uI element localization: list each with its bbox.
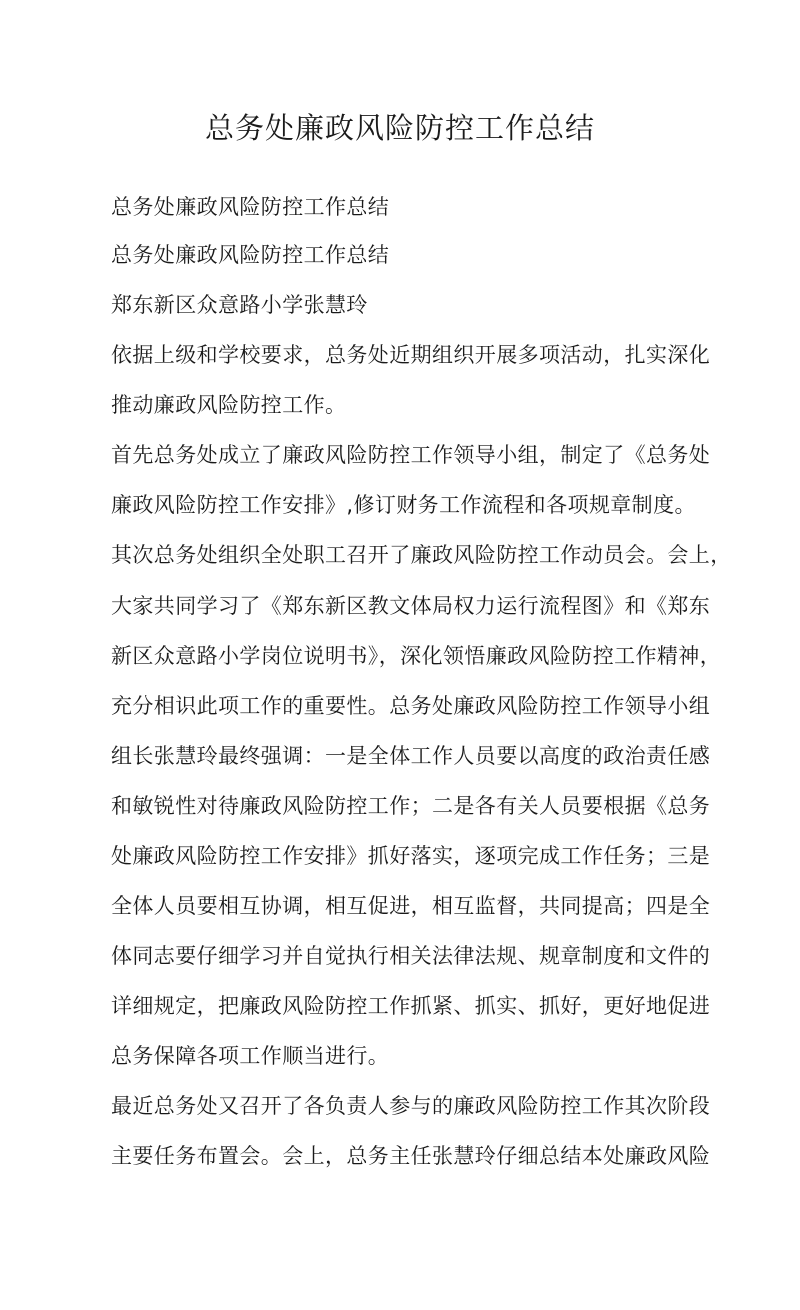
author-line: 郑东新区众意路小学张慧玲 xyxy=(111,293,368,317)
body-text-line: 首先总务处成立了廉政风险防控工作领导小组，制定了《总务处 xyxy=(111,443,711,467)
body-text-line: 廉政风险防控工作安排》,修订财务工作流程和各项规章制度。 xyxy=(111,493,696,517)
body-text-line: 大家共同学习了《郑东新区教文体局权力运行流程图》和《郑东 xyxy=(111,594,711,618)
body-text-line: 组长张慧玲最终强调：一是全体工作人员要以高度的政治责任感 xyxy=(111,744,711,768)
body-text-line: 处廉政风险防控工作安排》抓好落实，逐项完成工作任务；三是 xyxy=(111,844,711,868)
document-title: 总务处廉政风险防控工作总结 xyxy=(204,111,595,145)
body-text-line: 全体人员要相互协调，相互促进，相互监督，共同提高；四是全 xyxy=(111,894,711,918)
body-text-line: 详细规定，把廉政风险防控工作抓紧、抓实、抓好，更好地促进 xyxy=(111,994,711,1018)
body-text-line: 主要任务布置会。会上，总务主任张慧玲仔细总结本处廉政风险 xyxy=(111,1144,711,1168)
body-text-line: 充分相识此项工作的重要性。总务处廉政风险防控工作领导小组 xyxy=(111,694,711,718)
heading-line: 总务处廉政风险防控工作总结 xyxy=(111,243,390,267)
body-text-line: 总务保障各项工作顺当进行。 xyxy=(111,1044,390,1068)
body-text-line: 依据上级和学校要求，总务处近期组织开展多项活动，扎实深化 xyxy=(111,343,711,367)
subtitle-line: 总务处廉政风险防控工作总结 xyxy=(111,195,390,219)
body-text-line: 体同志要仔细学习并自觉执行相关法律法规、规章制度和文件的 xyxy=(111,944,711,968)
body-text-line: 其次总务处组织全处职工召开了廉政风险防控工作动员会。会上， xyxy=(111,543,732,567)
body-text-line: 推动廉政风险防控工作。 xyxy=(111,393,347,417)
body-text-line: 和敏锐性对待廉政风险防控工作；二是各有关人员要根据《总务 xyxy=(111,794,711,818)
body-text-line: 新区众意路小学岗位说明书》，深化领悟廉政风险防控工作精神， xyxy=(111,644,722,668)
body-text-line: 最近总务处又召开了各负责人参与的廉政风险防控工作其次阶段 xyxy=(111,1094,711,1118)
